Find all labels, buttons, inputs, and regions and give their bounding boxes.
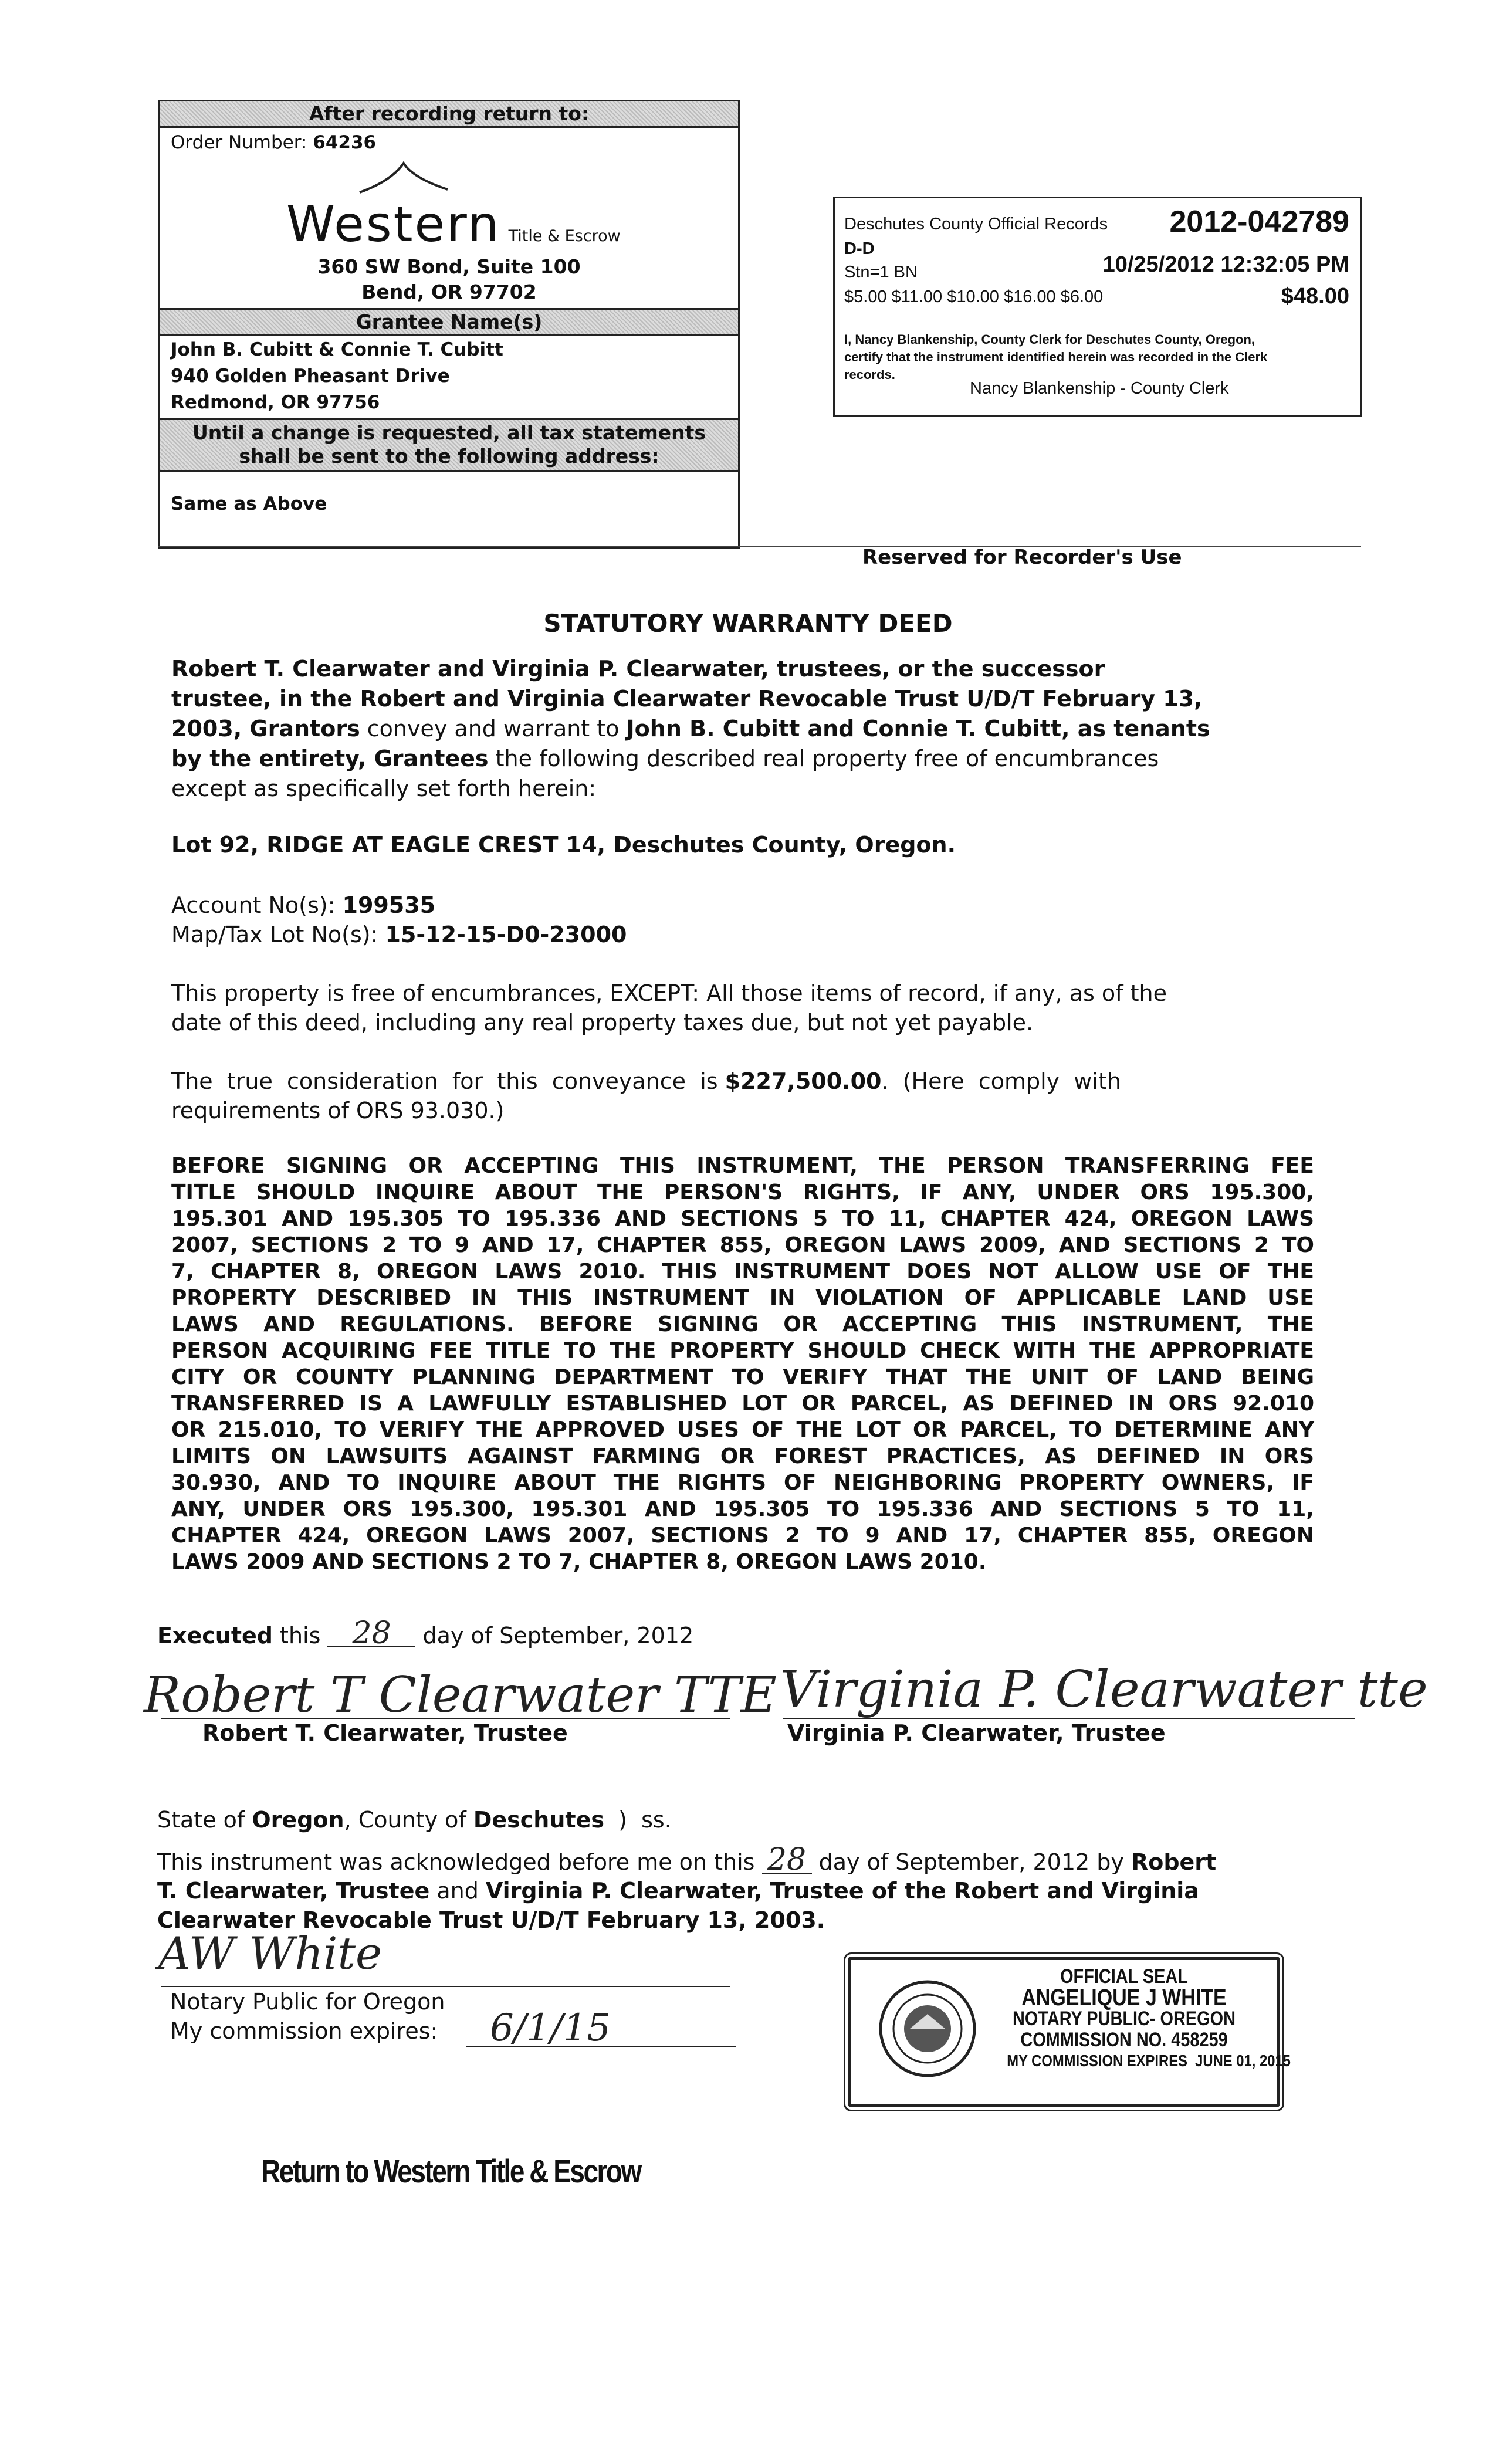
commission-line [466,2046,736,2047]
western-logo [286,195,621,253]
convey-text: convey and warrant to [360,716,627,742]
map-tax-lot [171,920,1314,950]
account-value: 199535 [342,892,436,918]
ack-robert: T. Clearwater, Trustee [157,1878,430,1904]
consideration-line-1 [171,1067,1314,1096]
signature-robert: Robert T Clearwater TTE [144,1666,777,1724]
property-text: the following described real property free of encumbrances [488,746,1159,771]
return-address-box [158,100,740,549]
logo-main: Western [286,195,501,253]
disclosure-line: TITLE SHOULD INQUIRE ABOUT THE PERSON'S RIGHTS, IF ANY, UNDER ORS 195.300, [171,1180,1314,1204]
executed-this: this [272,1623,328,1649]
grantor-line-3 [171,714,1314,744]
tax-line-2: shall be sent to the following address: [239,445,659,468]
recording-station: Stn=1 BN [844,263,918,282]
grantor-line-4 [171,744,1314,774]
notary-signature-line [161,1986,730,1987]
account-number [171,891,1314,920]
notary-signature: AW White [158,1927,382,1979]
ack-name-start: Robert [1131,1849,1217,1875]
western-logo-mountain [357,160,451,195]
disclosure-line: 30.930, AND TO INQUIRE ABOUT THE RIGHTS OF NEIGHBORING PROPERTY OWNERS, IF [171,1471,1314,1495]
disclosure-line: 195.301 AND 195.305 TO 195.336 AND SECTIONS 5 TO 11, CHAPTER 424, OREGON LAWS [171,1207,1314,1231]
oregon-state-seal-icon [878,1979,977,2079]
seal-line-4: COMMISSION NO. 458259 [1020,2029,1228,2051]
executed-label: Executed [157,1623,273,1649]
ack-virginia: Virginia P. Clearwater, Trustee of the Robert and Virginia [485,1878,1199,1904]
exceptions-line-2: date of this deed, including any real property taxes due, but not yet payable. [171,1010,1034,1035]
logo-sub: Title & Escrow [508,227,621,245]
signature-line-virginia [783,1718,1355,1719]
maptax-value: 15-12-15-D0-23000 [385,922,627,947]
seal-line-1: OFFICIAL SEAL [1060,1965,1188,1988]
clerk-name: Nancy Blankenship - County Clerk [970,379,1229,398]
ack-day: 28 [762,1847,812,1874]
ack-line-2 [157,1876,1316,1905]
grantee-name: John B. Cubitt & Connie T. Cubitt [171,339,503,360]
seal-line-5 [1007,2050,1291,2072]
county-label: , County of [344,1807,473,1833]
ack-text: This instrument was acknowledged before me on this [157,1849,762,1875]
recording-stamp-box [833,197,1362,417]
executed-date: day of September, 2012 [415,1623,694,1649]
tax-address: Same as Above [171,493,327,515]
account-label: Account No(s): [171,892,336,918]
reserved-label: Reserved for Recorder's Use [862,546,1182,569]
order-number [171,132,376,153]
state-label: State of [157,1807,252,1833]
recording-type: D-D [844,239,875,258]
executed-day: 28 [327,1620,415,1647]
consideration-text: The true consideration for this conveyance is [171,1068,725,1094]
notary-seal [848,1957,1291,2107]
exceptions-line-1: This property is free of encumbrances, EXCEPT: All those items of record, if any, as of the [171,980,1167,1006]
maptax-label: Map/Tax Lot No(s): [171,922,378,947]
seal-expires-date: JUNE 01, 2015 [1195,2052,1291,2070]
disclosure-line: 7, CHAPTER 8, OREGON LAWS 2010. THIS INSTRUMENT DOES NOT ALLOW USE OF THE [171,1260,1314,1284]
grantor-line-1: Robert T. Clearwater and Virginia P. Clearwater, trustees, or the successor [171,656,1105,682]
disclosure-line: BEFORE SIGNING OR ACCEPTING THIS INSTRUMENT, THE PERSON TRANSFERRING FEE [171,1154,1314,1178]
grantee-header: Grantee Name(s) [160,308,738,336]
recording-fees: $5.00 $11.00 $10.00 $16.00 $6.00 [844,287,1104,306]
return-stamp: Return to Western Title & Escrow [261,2152,641,2189]
signer-name-robert: Robert T. Clearwater, Trustee [202,1720,568,1746]
recording-total: $48.00 [1281,284,1349,309]
ack-and: and [429,1878,486,1904]
disclosure-line: ANY, UNDER ORS 195.300, 195.301 AND 195.305 TO 195.336 AND SECTIONS 5 TO 11, [171,1497,1314,1521]
ss-text: ) ss. [604,1807,672,1833]
commission-label: My commission expires: [170,2018,438,2044]
disclosure-line: OR 215.010, TO VERIFY THE APPROVED USES OF THE LOT OR PARCEL, TO DETERMINE ANY [171,1418,1314,1442]
tax-statement-header [160,418,738,472]
grantees-names: John B. Cubitt and Connie T. Cubitt, as tenants [626,716,1210,742]
ack-date: day of September, 2012 by [811,1849,1131,1875]
ack-line-1 [157,1842,1316,1877]
legal-description: Lot 92, RIDGE AT EAGLE CREST 14, Deschutes County, Oregon. [171,832,956,858]
order-value: 64236 [313,132,377,153]
disclosure-line: 2007, SECTIONS 2 TO 9 AND 17, CHAPTER 855, OREGON LAWS 2009, AND SECTIONS 2 TO [171,1233,1314,1257]
disclosure-line: LIMITS ON LAWSUITS AGAINST FARMING OR FOREST PRACTICES, AS DEFINED IN ORS [171,1444,1314,1468]
consideration-note: . (Here comply with [881,1068,1121,1094]
grantee-city: Redmond, OR 97756 [171,392,380,413]
company-address-2: Bend, OR 97702 [361,280,537,303]
recording-doc-number: 2012-042789 [1169,205,1349,239]
signer-name-virginia: Virginia P. Clearwater, Trustee [787,1720,1166,1746]
seal-line-3: NOTARY PUBLIC- OREGON [1012,2008,1236,2030]
tax-line-1: Until a change is requested, all tax statements [192,421,706,444]
executed-line [157,1616,694,1651]
county-value: Deschutes [473,1807,604,1833]
disclosure-line: PROPERTY DESCRIBED IN THIS INSTRUMENT IN VIOLATION OF APPLICABLE LAND USE [171,1286,1314,1310]
disclosure-line: CITY OR COUNTY PLANNING DEPARTMENT TO VERIFY THAT THE UNIT OF LAND BEING [171,1365,1314,1389]
disclosure-line: PERSON ACQUIRING FEE TITLE TO THE PROPERTY SHOULD CHECK WITH THE APPROPRIATE [171,1339,1314,1363]
consideration-amount: $227,500.00 [725,1068,882,1094]
recording-datetime: 10/25/2012 12:32:05 PM [1102,252,1349,277]
grantor-line-5: except as specifically set forth herein: [171,776,597,801]
disclosure-line: TRANSFERRED IS A LAWFULLY ESTABLISHED LOT OR PARCEL, AS DEFINED IN ORS 92.010 [171,1392,1314,1416]
disclosure-line: CHAPTER 424, OREGON LAWS 2007, SECTIONS 2 TO 9 AND 17, CHAPTER 855, OREGON [171,1524,1314,1548]
grantors-label: 2003, Grantors [171,716,360,742]
signature-line-robert [161,1718,730,1719]
deed-title: STATUTORY WARRANTY DEED [543,609,953,638]
recording-office: Deschutes County Official Records [844,215,1108,233]
grantees-label: by the entirety, Grantees [171,746,489,771]
clerk-cert-1: I, Nancy Blankenship, County Clerk for Deschutes County, Oregon, [844,332,1255,347]
seal-text [1007,1965,1291,2072]
disclosure-line: LAWS 2009 AND SECTIONS 2 TO 7, CHAPTER 8, OREGON LAWS 2010. [171,1550,987,1574]
seal-line-2: ANGELIQUE J WHITE [1021,1985,1227,2011]
grantee-street: 940 Golden Pheasant Drive [171,365,450,387]
commission-date: 6/1/15 [490,2006,611,2050]
after-recording-header: After recording return to: [160,101,738,128]
state-value: Oregon [252,1807,344,1833]
notary-public-label: Notary Public for Oregon [170,1989,445,2015]
clerk-cert-3: records. [844,367,895,382]
venue-line [157,1807,672,1833]
seal-expires-label: MY COMMISSION EXPIRES [1007,2052,1187,2070]
disclosure-line: LAWS AND REGULATIONS. BEFORE SIGNING OR ACCEPTING THIS INSTRUMENT, THE [171,1312,1314,1336]
order-label: Order Number: [171,132,307,153]
signature-virginia: Virginia P. Clearwater tte [780,1660,1428,1719]
consideration-line-2: requirements of ORS 93.030.) [171,1098,505,1123]
clerk-cert-2: certify that the instrument identified herein was recorded in the Clerk [844,350,1268,364]
company-address-1: 360 SW Bond, Suite 100 [317,255,581,278]
grantor-line-2: trustee, in the Robert and Virginia Clearwater Revocable Trust U/D/T February 13, [171,686,1203,712]
ack-line-3: Clearwater Revocable Trust U/D/T February 13, 2003. [157,1907,825,1933]
